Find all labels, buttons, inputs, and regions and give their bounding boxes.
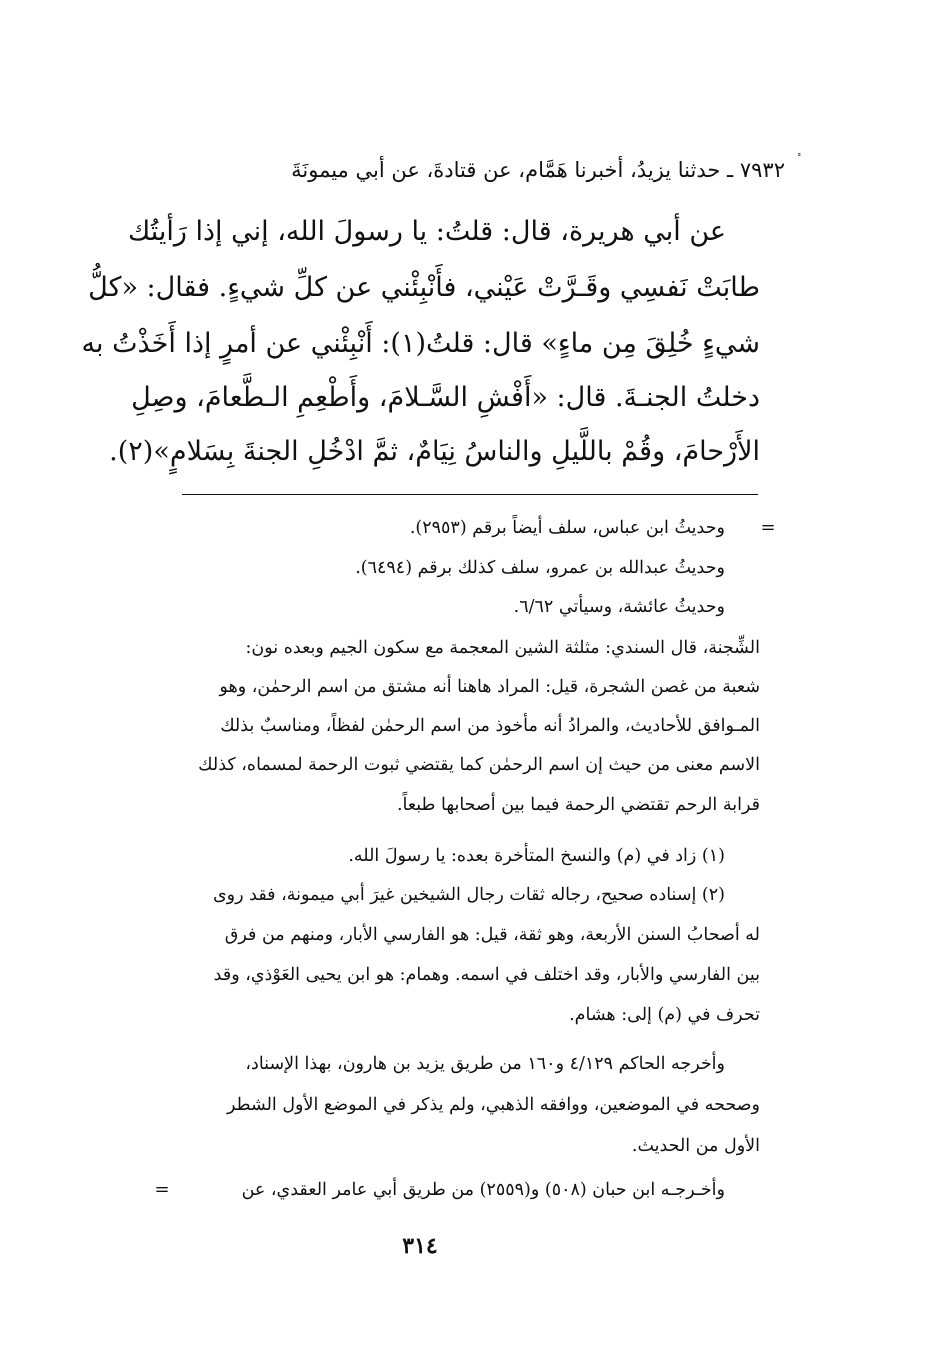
footnote-line: وأخرجه الحاكم ٤/١٢٩ و١٦٠ من طريق يزيد بن هارون، بهذا الإسناد، [245,1054,725,1074]
footnote-line: وحديثُ عائشة، وسيأتي ٦/٦٢. [513,597,725,617]
footnote-line: وحديثُ ابن عباس، سلف أيضاً برقم (٢٩٥٣). [409,518,725,538]
footnote-line: وصححه في الموضعين، ووافقه الذهبي، ولم يذكر في الموضع الأول الشطر [226,1095,760,1115]
footnote-line: وأخـرجـه ابن حبان (٥٠٨) و(٢٥٥٩) من طريق أبي عامر العقدي، عن [241,1180,725,1200]
continued-to-mark: = [154,1179,170,1200]
hadith-header: ٧٩٣٢ ـ حدثنا يزيدُ، أخبرنا هَمَّام، عن قتادةَ، عن أبي ميمونَةَ [291,158,785,182]
hadith-line: دخلتُ الجنـةَ. قال: «أَفْشِ السَّـلامَ، وأَطْعِمِ الـطَّعامَ، وصِلِ [131,382,760,413]
footnote-line: تحرف في (م) إلى: هشام. [569,1005,760,1025]
page-number: ٣١٤ [402,1233,438,1259]
footnote-divider [182,494,758,495]
hadith-line: الأَرْحامَ، وقُمْ باللَّيلِ والناسُ نِيَامٌ، ثمَّ ادْخُلِ الجنةَ بِسَلامٍ»(٢). [109,436,760,467]
footnote-line: بين الفارسي والأبار، وقد اختلف في اسمه. وهمام: هو ابن يحيى العَوْذي، وقد [213,965,760,985]
footnote-line: شعبة من غصن الشجرة، قيل: المراد هاهنا أنه مشتق من اسم الرحمٰن، وهو [219,677,760,697]
footnote-line: الأول من الحديث. [631,1136,760,1156]
hadith-line: عن أبي هريرة، قال: قلتُ: يا رسولَ الله، إني إذا رَأيتُك [127,216,726,247]
hadith-line: شيءٍ خُلِقَ مِن ماءٍ» قال: قلتُ(١): أَنْبِئْني عن أمرٍ إذا أَخَذْتُ به [81,328,760,359]
footnote-line: قرابة الرحم تقتضي الرحمة فيما بين أصحابها طبعاً. [396,795,760,815]
footnote-line: المـوافق للأحاديث، والمرادُ أنه مأخوذ من اسم الرحمٰن لفظاً، ومناسبٌ بذلك [220,716,760,736]
footnote-1: (١) زاد في (م) والنسخ المتأخرة بعده: يا رسولَ الله. [348,846,725,866]
footnote-line: الاسم معنى من حيث إن اسم الرحمٰن كما يقتضي ثبوت الرحمة لمسماه، كذلك [198,755,760,775]
footnote-line: الشِّجنة، قال السندي: مثلثة الشين المعجمة مع سكون الجيم وبعده نون: [245,638,760,658]
footnote-2: (٢) إسناده صحيح، رجاله ثقات رجال الشيخين غيرَ أبي ميمونة، فقد روى [212,885,725,905]
continued-from-mark: = [760,517,776,538]
footnote-line: له أصحابُ السنن الأربعة، وهو ثقة، قيل: هو الفارسي الأبار، ومنهم من فرق [224,925,760,945]
hadith-line: طابَتْ نَفسِي وقَـرَّتْ عَيْني، فأَنْبِئْني عن كلِّ شيءٍ. فقال: «كلُّ [88,272,760,303]
footnote-line: وحديثُ عبدالله بن عمرو، سلف كذلك برقم (٦٤٩٤). [355,558,725,578]
